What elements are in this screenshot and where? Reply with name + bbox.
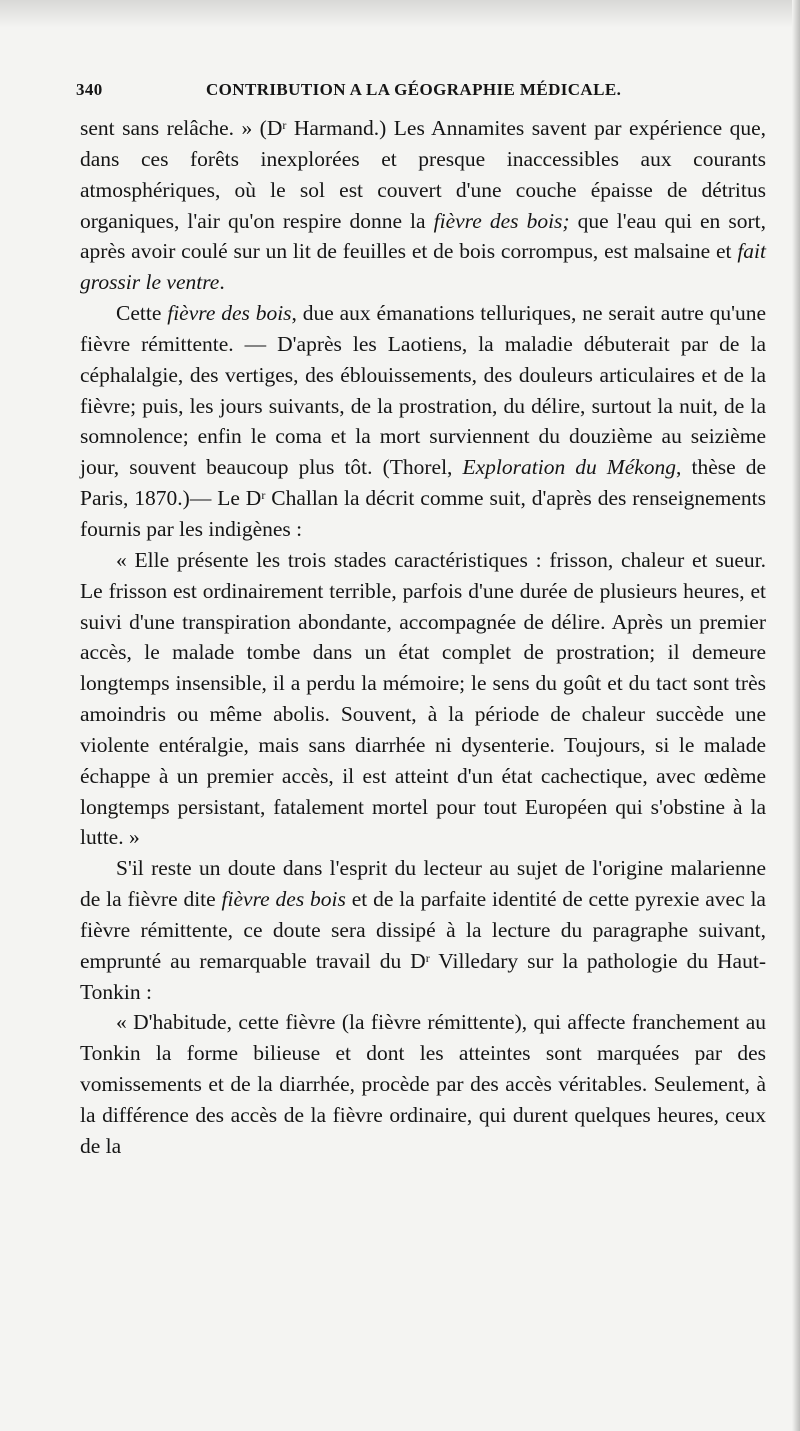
body-text <box>80 113 766 1162</box>
text-run: , thèse de Paris, 1870.)— Le D <box>80 455 766 511</box>
page-top-shadow <box>0 0 800 28</box>
italic-term: fièvre des bois; <box>433 208 570 233</box>
text-run: . <box>219 270 225 295</box>
italic-term: fièvre des bois <box>167 301 292 326</box>
paragraph-4 <box>80 853 766 1007</box>
text-run: S'il reste un doute dans l'esprit du lecteur au sujet de l'origine malarienne de la fièvre dite <box>80 856 766 912</box>
paragraph-5-quote: « D'habitude, cette fièvre (la fièvre rémittente), qui affecte franchement au Tonkin la forme bilieuse et dont les atteintes sont marquées par des vomissements et de la diarrhée, procède par des accès véritables. Seulement, à la différence des accès de la fièvre ordinaire, qui durent quelques heures, ceux de la <box>80 1010 766 1158</box>
page-number: 340 <box>76 80 103 99</box>
superscript: r <box>425 950 430 965</box>
text-run: que l'eau qui en sort, après avoir coulé sur un lit de feuilles et de bois corrompus, est malsaine et <box>80 208 766 264</box>
paragraph-1 <box>80 113 766 298</box>
text-run: Challan la décrit comme suit, d'après des renseignements fournis par les indigènes : <box>80 486 766 541</box>
superscript: r <box>261 488 266 503</box>
running-header <box>76 80 754 104</box>
page-right-edge <box>792 0 800 1431</box>
italic-term: fièvre des bois <box>221 887 346 912</box>
paragraph-3-quote: « Elle présente les trois stades caractéristiques : frisson, chaleur et sueur. Le frisson est ordinairement terrible, parfois d'une durée de plusieurs heures, et suivi d'une transpiration abondante, accompagnée de délire. Après un premier accès, le malade tombe dans un état complet de prostration; il demeure longtemps insensible, il a perdu la mémoire; le sens du goût et du tact sont très amoindris ou même abolis. Souvent, à la période de chaleur succède une violente entéralgie, mais sans diarrhée ni dysenterie. Toujours, si le malade échappe à un premier accès, il est atteint d'un état cachectique, avec œdème longtemps persistant, fatalement mortel pour tout Européen qui s'obstine à la lutte. » <box>80 547 766 850</box>
italic-citation: Exploration du Mékong <box>462 455 677 480</box>
italic-term: fait grossir le ventre <box>80 239 766 295</box>
text-run: sent sans relâche. » (D <box>80 116 283 140</box>
text-run: , due aux émanations telluriques, ne serait autre qu'une fièvre rémittente. — D'après les Laotiens, la maladie débuterait par de la céphalalgie, des vertiges, des éblouissements, des douleurs articulaires et de la fièvre; puis, les jours suivants, de la prostration, du délire, surtout la nuit, de la somnolence; enfin le coma et la mort surviennent du douzième au seizième jour, souvent beaucoup plus tôt. (Thorel, <box>80 301 766 480</box>
paragraph-2 <box>80 298 766 545</box>
running-title: CONTRIBUTION A LA GÉOGRAPHIE MÉDICALE. <box>206 80 622 99</box>
text-run: et de la parfaite identité de cette pyrexie avec la fièvre rémittente, ce doute sera dissipé à la lecture du paragraphe suivant, emprunté au remarquable travail du D <box>80 887 766 973</box>
text-run: Harmand.) Les Annamites savent par expérience que, dans ces forêts inexplorées et presque inaccessibles aux courants atmosphériques, où le sol est couvert d'une couche épaisse de détritus organiques, l'air qu'on respire donne la <box>80 116 766 233</box>
text-run: Villedary sur la pathologie du Haut-Tonkin : <box>80 948 766 1004</box>
superscript: r <box>282 118 287 132</box>
text-run: Cette <box>116 301 168 326</box>
